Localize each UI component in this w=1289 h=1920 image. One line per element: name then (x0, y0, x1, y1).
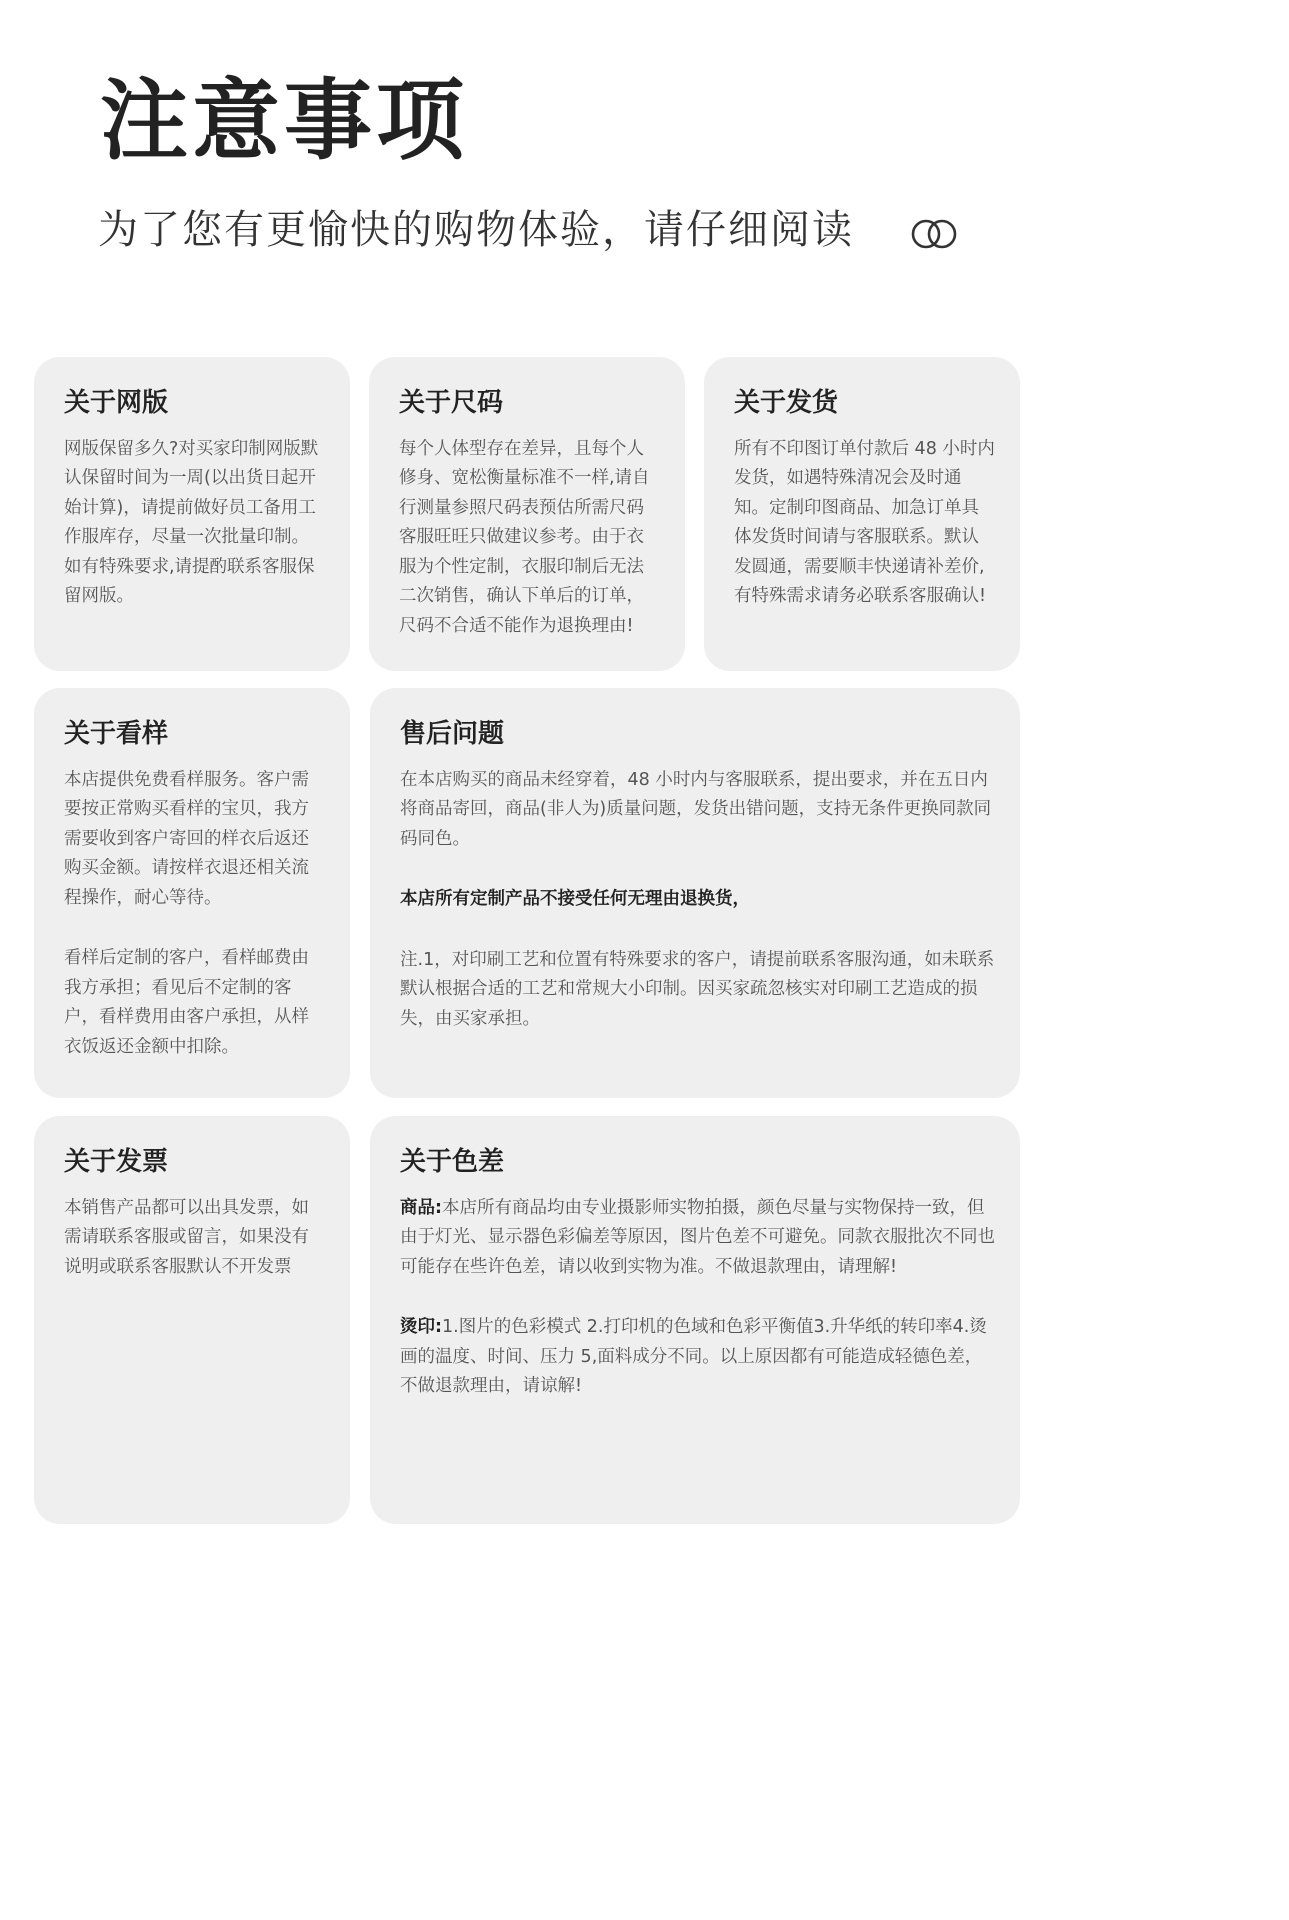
card-invoice (34, 1116, 350, 1524)
card-size (369, 357, 685, 671)
card-title: 关于网版 (64, 388, 169, 418)
card-text: 在本店购买的商品未经穿着，48 小时内与客服联系，提出要求，并在五日内将商品寄回，商品(非人为)质量问题，发货出错问题，支持无条件更换同款同码同色。 (400, 769, 992, 849)
card-screen-plate (34, 357, 350, 671)
card-color-difference (370, 1116, 1020, 1524)
card-title: 关于尺码 (399, 388, 504, 418)
page-subtitle: 为了您有更愉快的购物体验，请仔细阅读 (98, 207, 854, 253)
card-text: 看样后定制的客户，看样邮费由我方承担；看见后不定制的客户，看样费用由客户承担，从样衣饭返还金额中扣除。 (64, 948, 309, 1057)
card-text: 本店提供免费看样服务。客户需要按正常购买看样的宝贝，我方需要收到客户寄回的样衣后返还购买金额。请按样衣退还相关流程操作，耐心等待。 (64, 769, 309, 908)
paragraph-body: 本店所有商品均由专业摄影师实物拍摄，颜色尽量与实物保持一致，但由于灯光、显示器色彩偏差等原因，图片色差不可避免。同款衣服批次不同也可能存在些许色差，请以收到实物为准。不做退款理由，请理解! (400, 1197, 995, 1277)
card-sample (34, 688, 350, 1098)
card-title: 关于发货 (734, 388, 839, 418)
double-ring-icon (910, 218, 960, 250)
card-title: 关于看样 (64, 719, 169, 749)
card-title: 关于色差 (400, 1147, 505, 1177)
page-title: 注意事项 (100, 69, 469, 172)
card-notice: 本店所有定制产品不接受任何无理由退换货， (400, 889, 750, 910)
card-text: 注.1，对印刷工艺和位置有特殊要求的客户，请提前联系客服沟通，如未联系默认根据合适的工艺和常规大小印制。因买家疏忽核实对印刷工艺造成的损失，由买家承担。 (400, 949, 995, 1029)
card-title: 售后问题 (400, 719, 505, 749)
card-title: 关于发票 (64, 1147, 169, 1177)
card-text (400, 1194, 996, 1283)
card-text: 本销售产品都可以出具发票，如需请联系客服或留言，如果没有说明或联系客服默认不开发票 (64, 1197, 309, 1277)
card-text: 所有不印图订单付款后 48 小时内发货，如遇特殊清况会及时通知。定制印图商品、加急订单具体发货时间请与客服联系。默认发圆通，需要顺丰快递请补差价,有特殊需求请务必联系客服确认! (734, 438, 995, 607)
card-text: 网版保留多久?对买家印制网版默认保留时间为一周(以出货日起开始计算)，请提前做好员工备用工作服库存，尽量一次批量印制。如有特殊要求,请提酌联系客服保留网版。 (64, 438, 319, 607)
card-after-sale (370, 688, 1020, 1098)
paragraph-lead: 商品: (400, 1197, 442, 1218)
paragraph-lead: 烫印: (400, 1317, 442, 1338)
card-text (400, 1313, 996, 1402)
paragraph-body: 1.图片的色彩模式 2.打印机的色域和色彩平衡值3.升华纸的转印率4.烫画的温度、时间、压力 5,面料成分不同。以上原因都有可能造成轻德色差，不做退款理由，请谅解! (400, 1317, 987, 1397)
card-text: 每个人体型存在差异，且每个人修身、宽松衡量标准不一样,请自行测量参照尺码表预估所需尺码客服旺旺只做建议参考。由于衣服为个性定制，衣服印制后无法二次销售，确认下单后的订单，尺码不合适不能作为退换理由! (399, 438, 650, 636)
card-shipping (704, 357, 1020, 671)
